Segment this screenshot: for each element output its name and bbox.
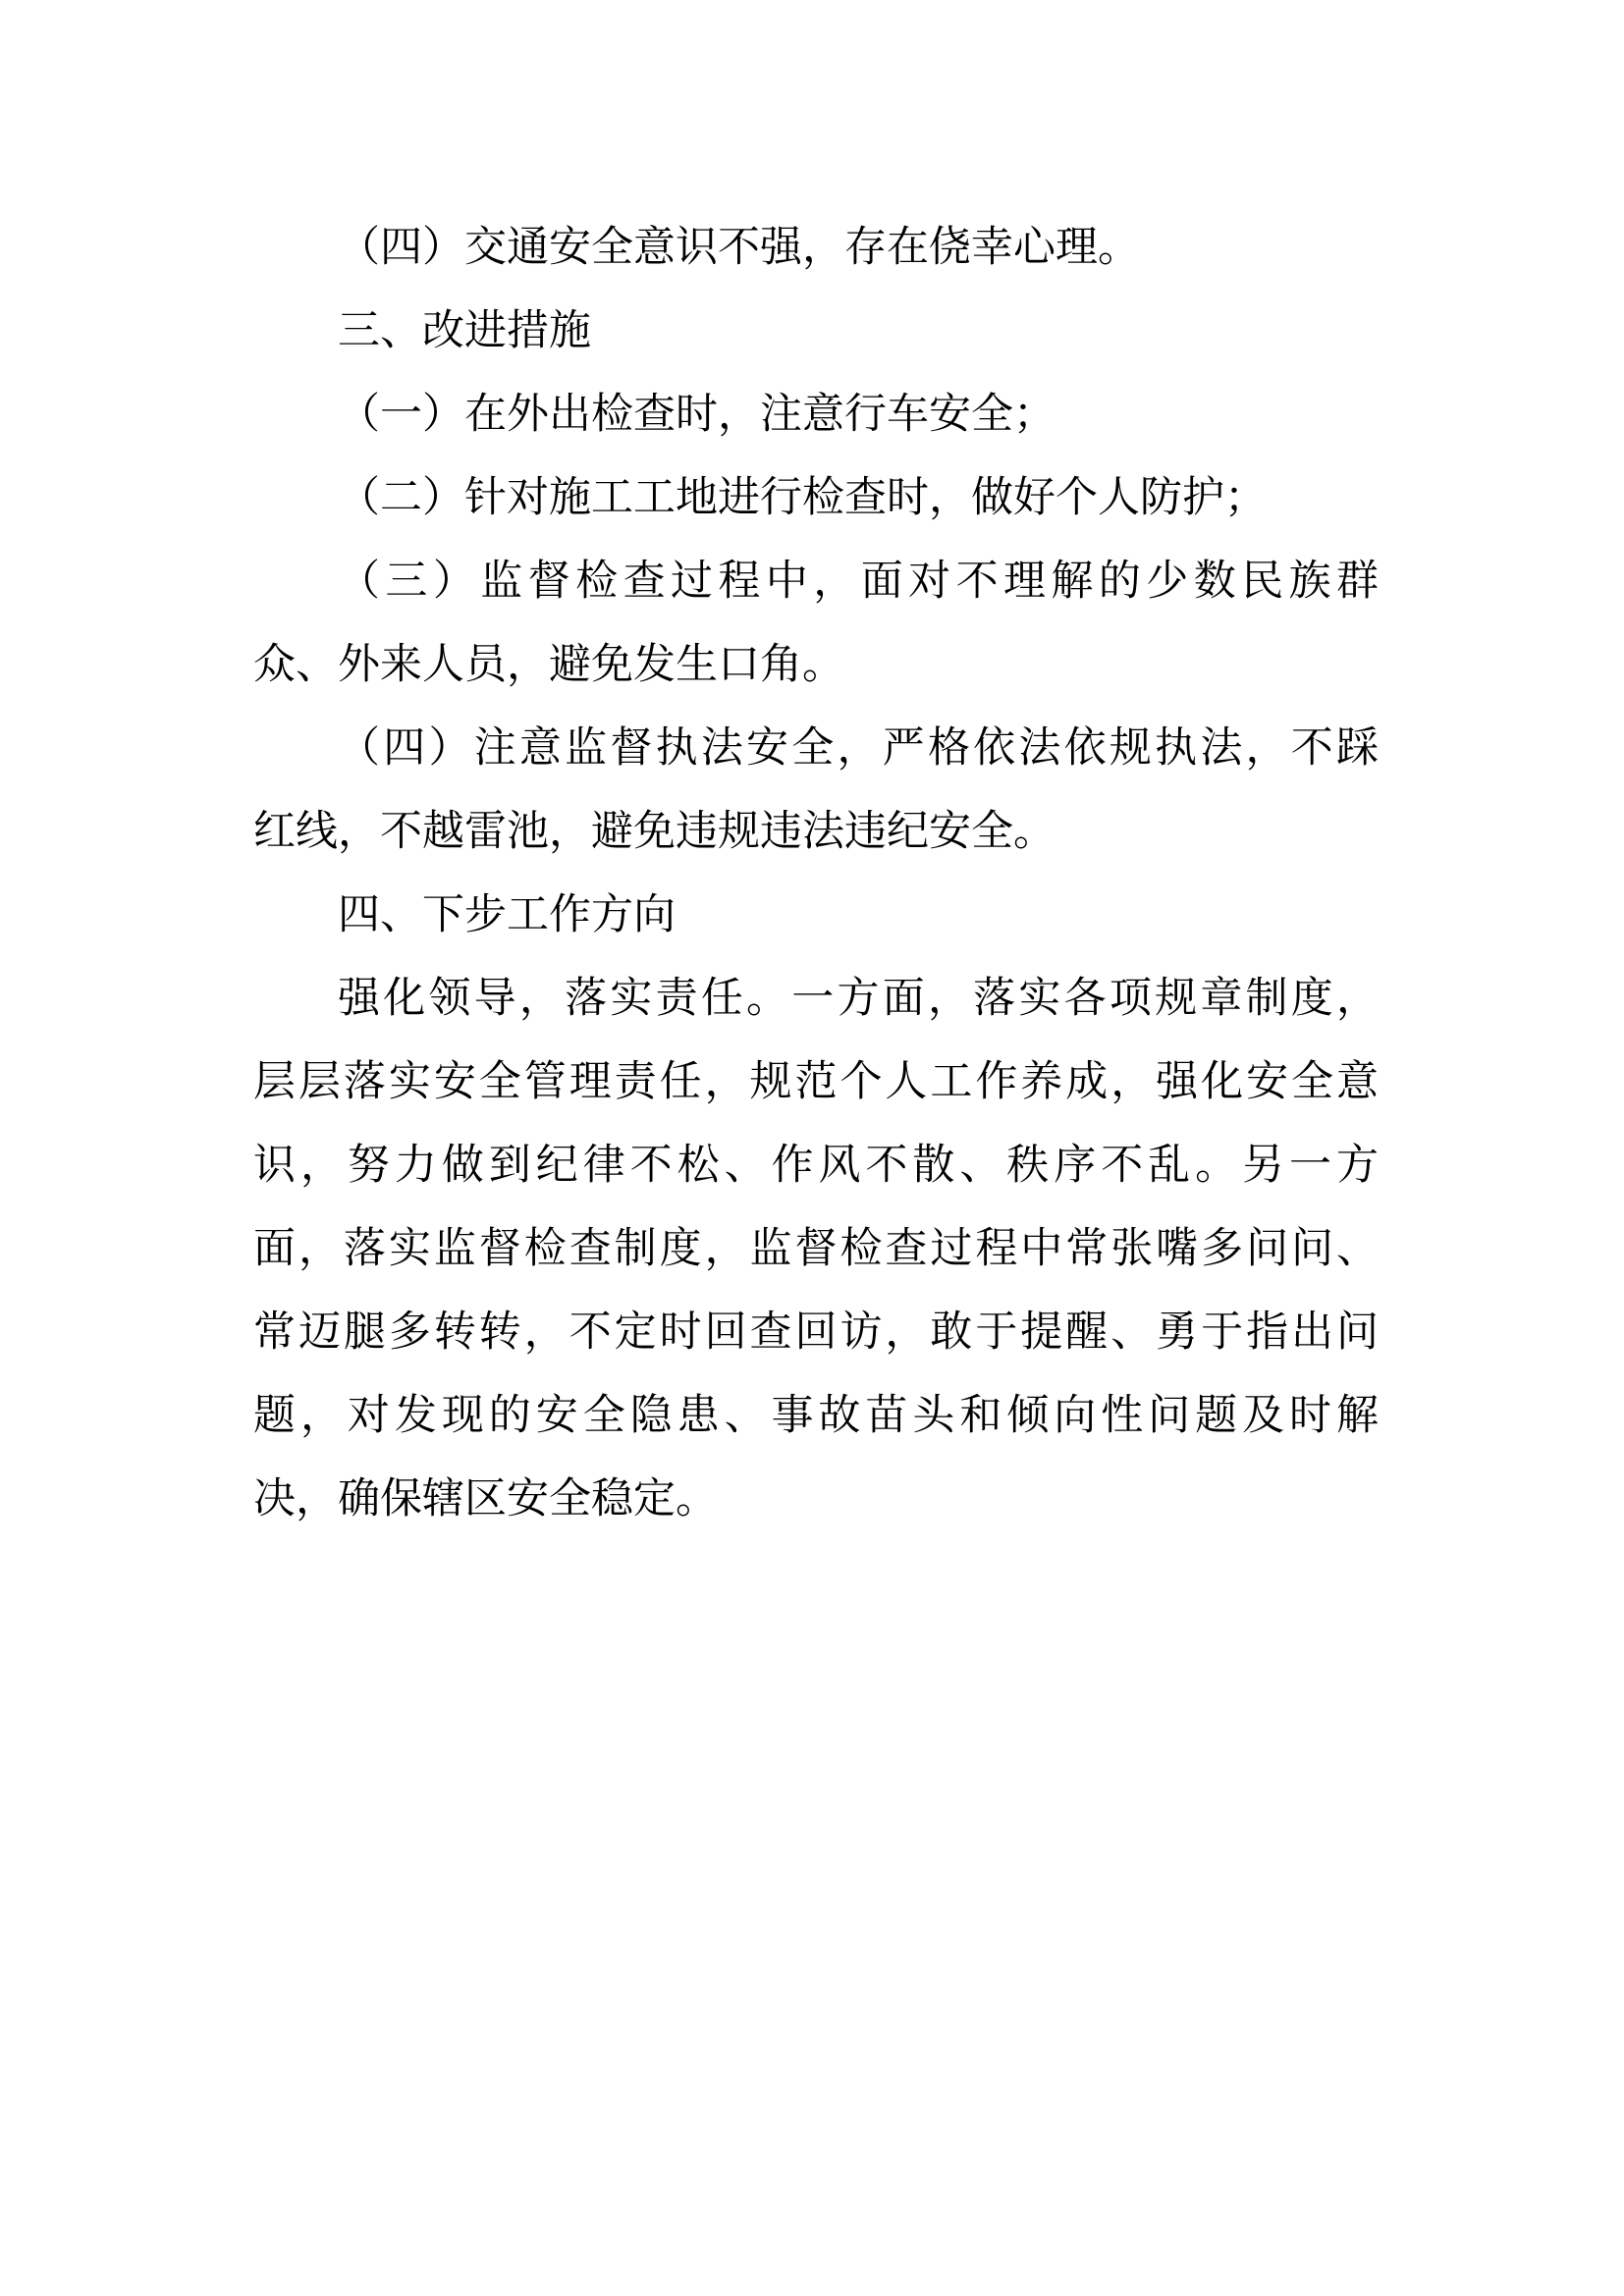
paragraph [253,373,1379,456]
text-line: 众、外来人员，避免发生口角。 [253,641,844,688]
text-line: 红线，不越雷池，避免违规违法违纪安全。 [253,808,1056,855]
paragraph [253,290,1379,373]
paragraph [253,874,1379,957]
text-line: （四）交通安全意识不强，存在侥幸心理。 [338,224,1140,271]
text-line: 常迈腿多转转，不定时回查回访，敢于提醒、勇于指出问 [253,1308,1379,1356]
text-line: 面，落实监督检查制度，监督检查过程中常张嘴多问问、 [253,1225,1379,1272]
paragraph [253,206,1379,290]
text-line: （三）监督检查过程中，面对不理解的少数民族群 [338,558,1379,605]
paragraph [253,957,1379,1541]
paragraph [253,540,1379,707]
document-body [253,206,1379,1541]
text-line: （四）注意监督执法安全，严格依法依规执法，不踩 [338,724,1379,772]
text-line: 决，确保辖区安全稳定。 [253,1475,718,1522]
text-line: 四、下步工作方向 [338,891,676,938]
text-line: 层层落实安全管理责任，规范个人工作养成，强化安全意 [253,1058,1379,1105]
text-line: 题，对发现的安全隐患、事故苗头和倾向性问题及时解 [253,1392,1379,1439]
text-line: 三、改进措施 [338,307,591,354]
text-line: 强化领导，落实责任。一方面，落实各项规章制度， [338,975,1379,1022]
text-line: （一）在外出检查时，注意行车安全； [338,391,1056,438]
paragraph [253,456,1379,540]
text-line: （二）针对施工工地进行检查时，做好个人防护； [338,474,1267,521]
paragraph [253,707,1379,874]
text-line: 识，努力做到纪律不松、作风不散、秩序不乱。另一方 [253,1142,1379,1189]
